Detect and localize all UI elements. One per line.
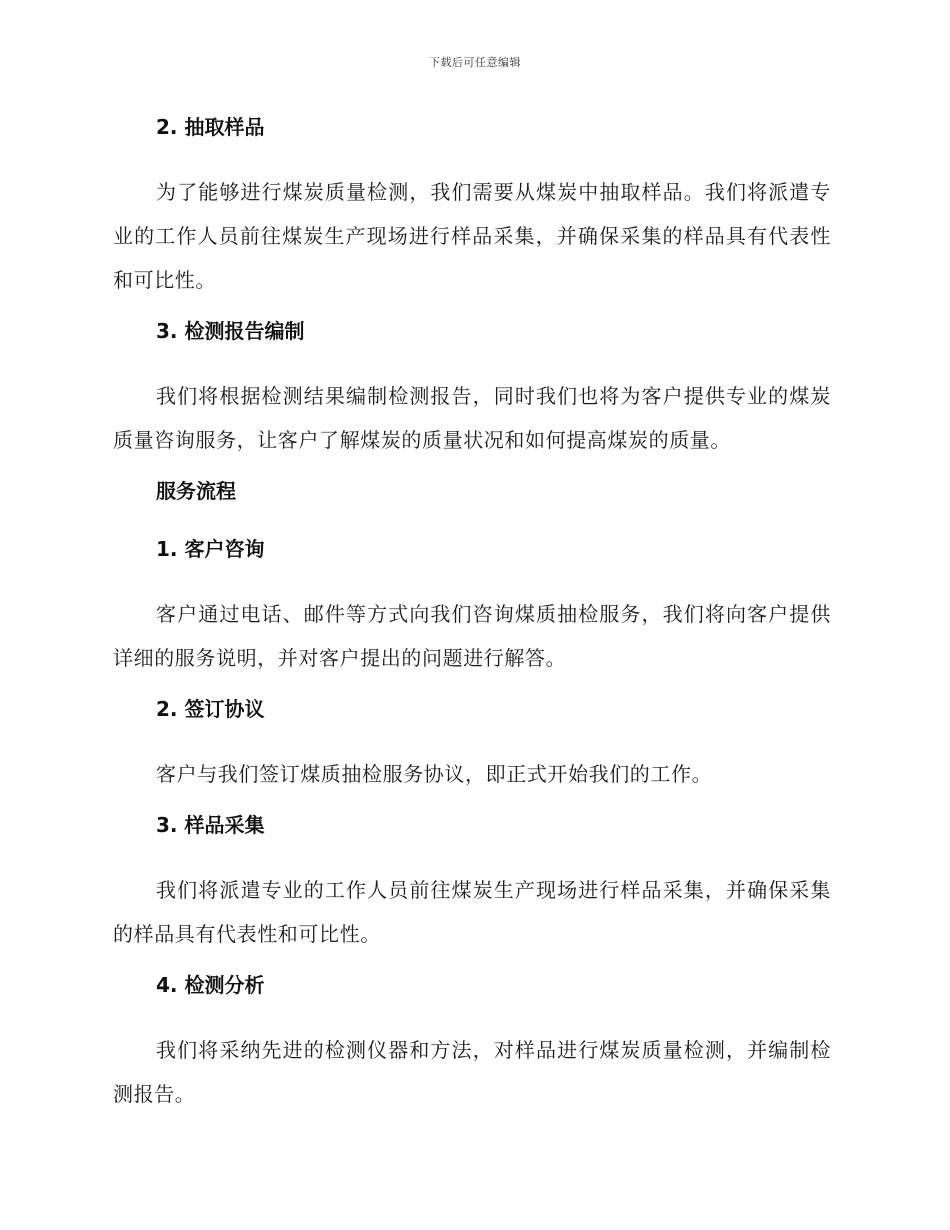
section-heading-sample-extraction: 2. 抽取样品 bbox=[156, 115, 265, 139]
header-note: 下载后可任意编辑 bbox=[429, 56, 521, 69]
section-heading-sign-agreement: 2. 签订协议 bbox=[156, 697, 265, 721]
section-paragraph-test-analysis: 我们将采纳先进的检测仪器和方法，对样品进行煤炭质量检测，并编制检测报告。 bbox=[113, 1038, 831, 1106]
section-heading-customer-consultation: 1. 客户咨询 bbox=[156, 537, 265, 561]
section-heading-report-compilation: 3. 检测报告编制 bbox=[156, 319, 305, 343]
section-paragraph-sample-extraction: 为了能够进行煤炭质量检测，我们需要从煤炭中抽取样品。我们将派遣专业的工作人员前往煤炭生产现场进行样品采集，并确保采集的样品具有代表性和可比性。 bbox=[113, 180, 831, 292]
section-heading-sample-collection: 3. 样品采集 bbox=[156, 813, 265, 837]
section-paragraph-customer-consultation: 客户通过电话、邮件等方式向我们咨询煤质抽检服务，我们将向客户提供详细的服务说明，并对客户提出的问题进行解答。 bbox=[113, 602, 831, 670]
section-heading-test-analysis: 4. 检测分析 bbox=[156, 973, 265, 997]
document-body bbox=[113, 112, 831, 1130]
section-paragraph-report-compilation: 我们将根据检测结果编制检测报告，同时我们也将为客户提供专业的煤炭质量咨询服务，让客户了解煤炭的质量状况和如何提高煤炭的质量。 bbox=[113, 384, 831, 452]
section-heading-service-process: 服务流程 bbox=[156, 479, 236, 503]
section-paragraph-sample-collection: 我们将派遣专业的工作人员前往煤炭生产现场进行样品采集，并确保采集的样品具有代表性和可比性。 bbox=[113, 878, 831, 946]
section-paragraph-sign-agreement: 客户与我们签订煤质抽检服务协议，即正式开始我们的工作。 bbox=[156, 762, 713, 786]
